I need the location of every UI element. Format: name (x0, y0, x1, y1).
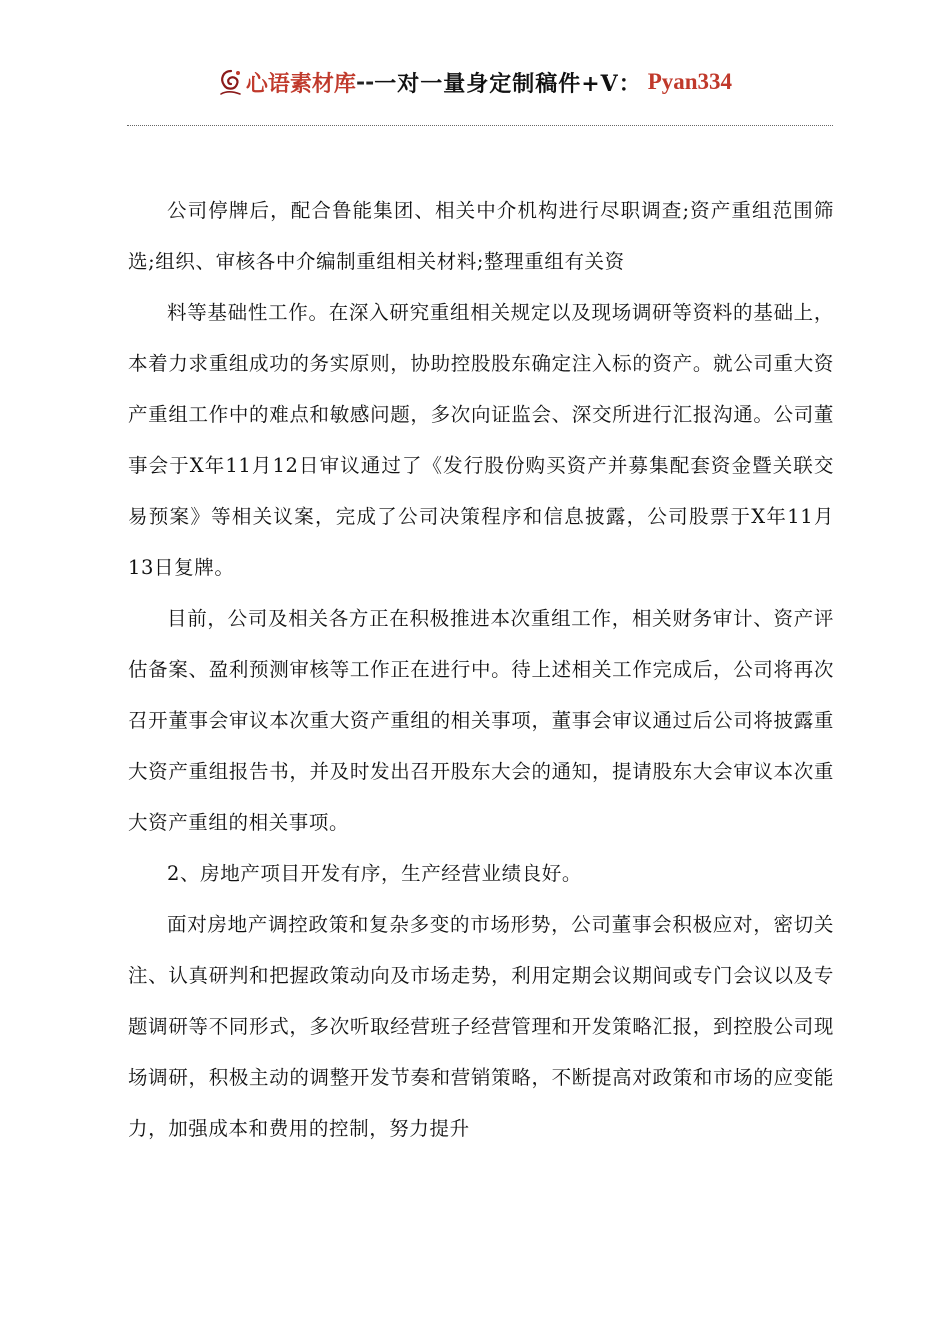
paragraph-1: 公司停牌后，配合鲁能集团、相关中介机构进行尽职调查;资产重组范围筛选;组织、审核各中介编制重组相关材料;整理重组有关资 (128, 199, 834, 273)
paragraph-4: 2、房地产项目开发有序，生产经营业绩良好。 (167, 862, 583, 885)
paragraph-5: 面对房地产调控政策和复杂多变的市场形势，公司董事会积极应对，密切关注、认真研判和把握政策动向及市场走势，利用定期会议期间或专门会议以及专题调研等不同形式，多次听取经营班子经营管理和开发策略汇报，到控股公司现场调研，积极主动的调整开发节奏和营销策略，不断提高对政策和市场的应变能力，加强成本和费用的控制，努力提升 (128, 913, 834, 1140)
paragraph-3: 目前，公司及相关各方正在积极推进本次重组工作，相关财务审计、资产评估备案、盈利预测审核等工作正在进行中。待上述相关工作完成后，公司将再次召开董事会审议本次重大资产重组的相关事项，董事会审议通过后公司将披露重大资产重组报告书，并及时发出召开股东大会的通知，提请股东大会审议本次重大资产重组的相关事项。 (128, 607, 834, 834)
document-body (128, 185, 834, 1154)
page-header (0, 62, 950, 102)
swirl-logo-icon (218, 67, 244, 97)
header-brand: 心语素材库 (245, 70, 356, 97)
header-divider (127, 125, 833, 126)
header-contact: Pyan334 (647, 69, 733, 94)
header-slogan: 一对一量身定制稿件+V： (374, 70, 642, 97)
paragraph-2: 料等基础性工作。在深入研究重组相关规定以及现场调研等资料的基础上，本着力求重组成功的务实原则，协助控股股东确定注入标的资产。就公司重大资产重组工作中的难点和敏感问题，多次向证监会、深交所进行汇报沟通。公司董事会于X年11月12日审议通过了《发行股份购买资产并募集配套资金暨关联交易预案》等相关议案，完成了公司决策程序和信息披露，公司股票于X年11月13日复牌。 (128, 301, 834, 579)
header-separator: -- (355, 69, 375, 95)
